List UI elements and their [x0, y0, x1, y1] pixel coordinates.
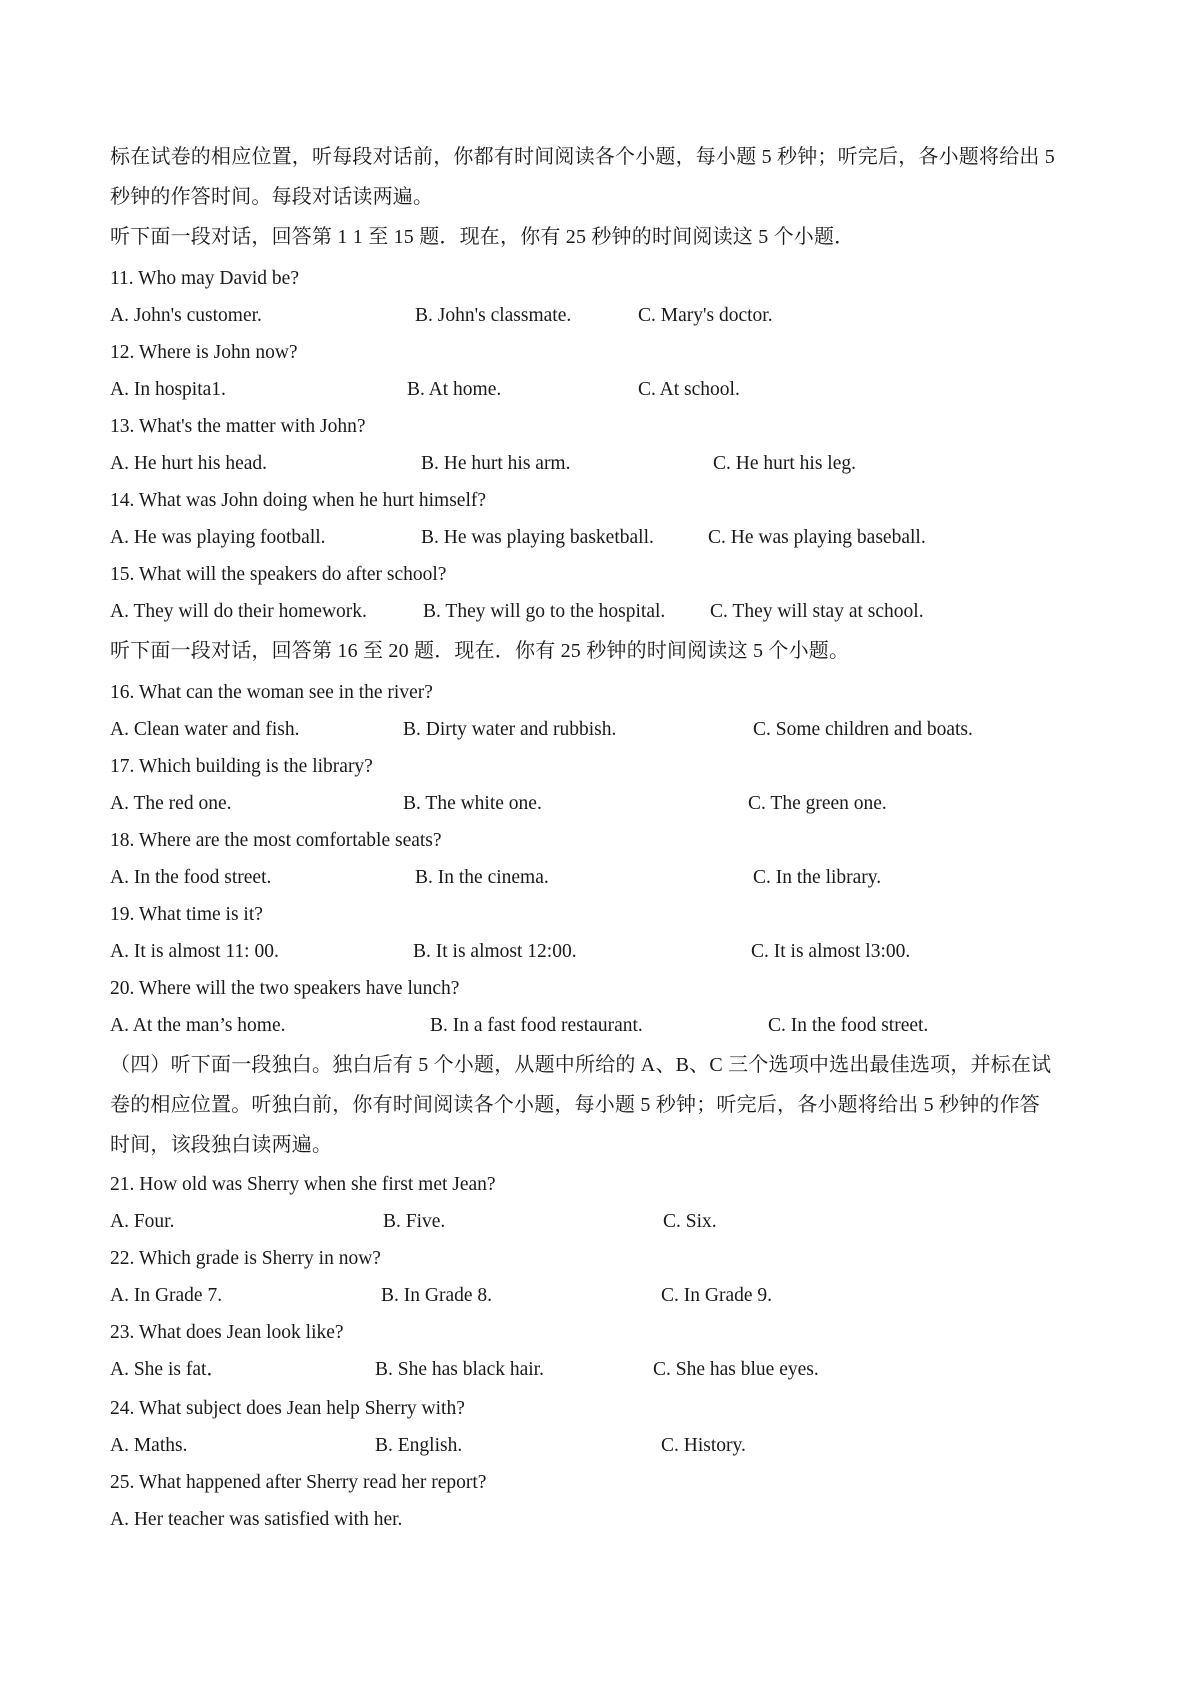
option-c: C. He was playing baseball.: [708, 527, 926, 548]
option-b: B. Dirty water and rubbish.: [403, 719, 617, 740]
question-text: 25. What happened after Sherry read her report?: [110, 1472, 487, 1493]
instruction-line: 时间，该段独白读两遍。: [110, 1134, 333, 1156]
option-c: C. In Grade 9.: [661, 1285, 773, 1306]
question-text: 14. What was John doing when he hurt himself?: [110, 490, 487, 511]
instruction-line: 秒钟的作答时间。每段对话读两遍。: [110, 186, 434, 208]
option-c: C. She has blue eyes.: [653, 1359, 819, 1380]
option-a: A. The red one.: [110, 793, 232, 814]
question-text: 19. What time is it?: [110, 904, 263, 925]
dialogue-intro: 听下面一段对话，回答第 1 1 至 15 题．现在，你有 25 秒钟的时间阅读这 5 个小题．: [110, 226, 855, 248]
option-c: C. Some children and boats.: [753, 719, 973, 740]
option-a: A. John's customer.: [110, 305, 262, 326]
question-text: 16. What can the woman see in the river?: [110, 682, 433, 703]
option-c: C. In the library.: [753, 867, 882, 888]
question-text: 15. What will the speakers do after school?: [110, 564, 447, 585]
option-c: C. It is almost l3:00.: [751, 941, 911, 962]
option-c: C. History.: [661, 1435, 746, 1456]
question-text: 13. What's the matter with John?: [110, 416, 366, 437]
option-a: A. In hospita1.: [110, 379, 226, 400]
instruction-line: （四）听下面一段独白。独白后有 5 个小题，从题中所给的 A、B、C 三个选项中选出最佳选项，并标在试: [110, 1054, 1052, 1076]
option-c: C. Six.: [663, 1211, 717, 1232]
option-c: C. He hurt his leg.: [713, 453, 856, 474]
question-text: 17. Which building is the library?: [110, 756, 373, 777]
option-c: C. At school.: [638, 379, 740, 400]
option-a: A. It is almost 11: 00.: [110, 941, 279, 962]
question-text: 23. What does Jean look like?: [110, 1322, 344, 1343]
question-text: 22. Which grade is Sherry in now?: [110, 1248, 381, 1269]
instruction-line: 标在试卷的相应位置，听每段对话前，你都有时间阅读各个小题，每小题 5 秒钟；听完后，各小题将给出 5: [110, 146, 1055, 168]
option-b: B. In the cinema.: [415, 867, 549, 888]
question-text: 11. Who may David be?: [110, 268, 299, 289]
option-a: A. Maths.: [110, 1435, 188, 1456]
option-c: C. Mary's doctor.: [638, 305, 773, 326]
dialogue-intro: 听下面一段对话，回答第 16 至 20 题．现在．你有 25 秒钟的时间阅读这 5 个小题。: [110, 640, 850, 662]
option-b: B. The white one.: [403, 793, 542, 814]
option-c: C. They will stay at school.: [710, 601, 924, 622]
option-a: A. Four.: [110, 1211, 175, 1232]
option-b: B. At home.: [407, 379, 502, 400]
question-text: 20. Where will the two speakers have lunch?: [110, 978, 460, 999]
option-b: B. He hurt his arm.: [421, 453, 571, 474]
option-b: B. English.: [375, 1435, 463, 1456]
option-a: A. He hurt his head.: [110, 453, 268, 474]
option-b: B. They will go to the hospital.: [423, 601, 666, 622]
option-a: A. Her teacher was satisfied with her.: [110, 1509, 403, 1530]
option-b: B. She has black hair.: [375, 1359, 544, 1380]
question-text: 24. What subject does Jean help Sherry with?: [110, 1398, 465, 1419]
option-a: A. She is fat．: [110, 1359, 226, 1380]
option-b: B. He was playing basketball.: [421, 527, 654, 548]
question-text: 18. Where are the most comfortable seats?: [110, 830, 442, 851]
question-text: 21. How old was Sherry when she first met Jean?: [110, 1174, 496, 1195]
option-b: B. In Grade 8.: [381, 1285, 493, 1306]
question-text: 12. Where is John now?: [110, 342, 298, 363]
option-a: A. In the food street.: [110, 867, 272, 888]
option-a: A. Clean water and fish.: [110, 719, 300, 740]
option-b: B. John's classmate.: [415, 305, 572, 326]
option-c: C. The green one.: [748, 793, 887, 814]
option-a: A. He was playing football.: [110, 527, 326, 548]
option-b: B. It is almost 12:00.: [413, 941, 577, 962]
option-a: A. In Grade 7.: [110, 1285, 223, 1306]
option-c: C. In the food street.: [768, 1015, 929, 1036]
option-b: B. In a fast food restaurant.: [430, 1015, 643, 1036]
option-a: A. They will do their homework.: [110, 601, 367, 622]
instruction-line: 卷的相应位置。听独白前，你有时间阅读各个小题，每小题 5 秒钟；听完后，各小题将给出 5 秒钟的作答: [110, 1094, 1040, 1116]
option-b: B. Five.: [383, 1211, 446, 1232]
option-a: A. At the man’s home.: [110, 1015, 286, 1036]
